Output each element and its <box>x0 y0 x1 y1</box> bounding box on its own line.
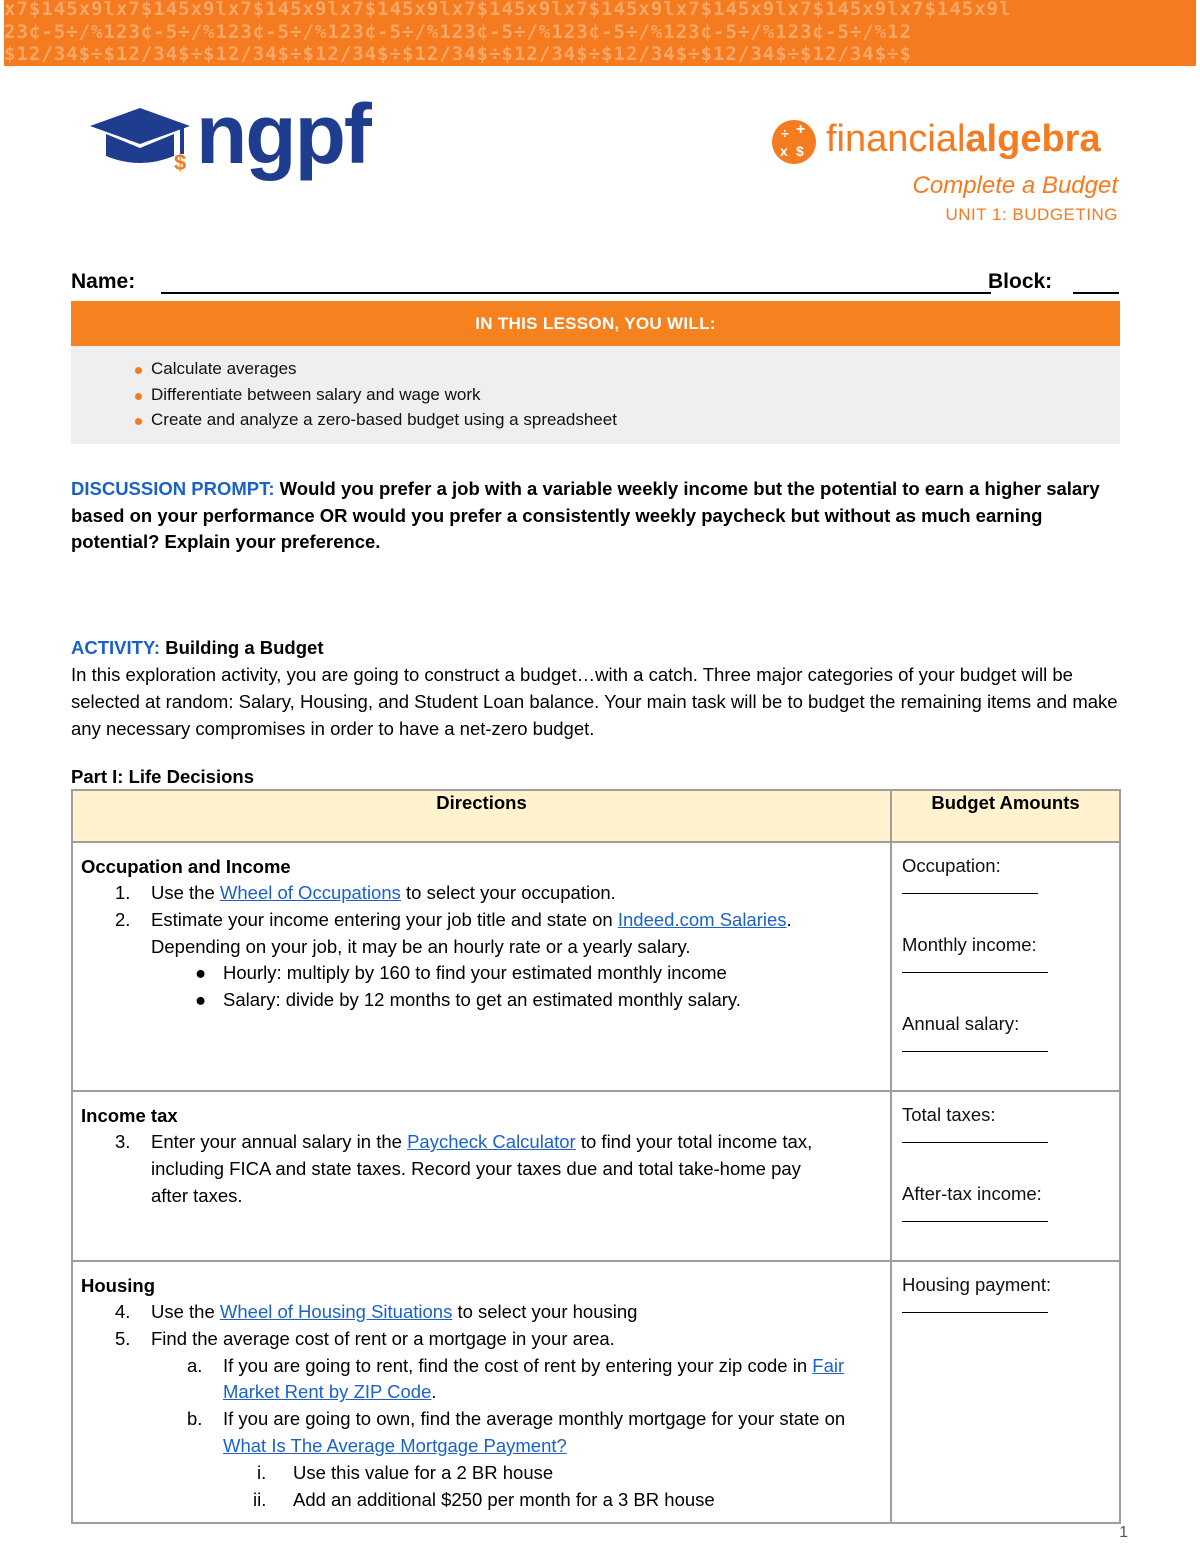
step-text: . Depending on your job, it may be an hourly rate or a yearly salary. <box>151 908 792 957</box>
roman-numeral: i. <box>257 1461 267 1483</box>
discussion-prompt <box>71 476 1131 556</box>
pattern-row: $12/34$÷$12/34$÷$12/34$÷$12/34$÷$12/34$÷$12/34$÷$12/34$÷$12/34$÷$12/34$÷$ <box>4 43 913 65</box>
glyph-dollar: $ <box>796 143 804 159</box>
table-header-row <box>72 790 1120 842</box>
step-text: Find the average cost of rent or a mortgage in your area. <box>151 1327 615 1349</box>
page-number: 1 <box>1119 1524 1128 1541</box>
step-text: to select your occupation. <box>400 882 616 903</box>
amount-label: Occupation: <box>902 855 1001 876</box>
glyph-plus: + <box>796 121 806 138</box>
sub-sub-step <box>81 1487 880 1514</box>
part-title: Part I: Life Decisions <box>71 766 254 787</box>
objective-text: Differentiate between salary and wage work <box>151 384 481 404</box>
housing-payment-field[interactable] <box>902 1298 1048 1313</box>
glyph-times: x <box>780 143 788 159</box>
step-number: 3. <box>115 1131 131 1152</box>
housing-amounts <box>891 1261 1120 1523</box>
logo-suffix: algebra <box>965 118 1101 160</box>
amount-label: Housing payment: <box>902 1274 1052 1295</box>
name-field[interactable] <box>161 292 991 294</box>
indeed-salaries-link[interactable]: Indeed.com Salaries <box>617 908 787 930</box>
sub-step-text: If you are going to rent, find the cost of rent by entering your zip code in <box>223 1354 813 1376</box>
discussion-label: DISCUSSION PROMPT: <box>71 478 275 499</box>
header-pattern-band <box>4 0 1196 66</box>
financial-algebra-logo-text <box>826 120 1101 158</box>
step-number: 4. <box>115 1301 131 1322</box>
discussion-text: Would you prefer a job with a variable weekly income but the potential to earn a higher salary based on your performance OR would you prefer a consistently weekly paycheck but without as much earning potential? Explain your preference. <box>71 478 1100 552</box>
step <box>81 880 880 907</box>
document-subtitle: Complete a Budget <box>912 172 1118 199</box>
sub-step-letter: a. <box>187 1354 203 1376</box>
financial-algebra-icon <box>768 114 820 166</box>
table-row <box>72 1261 1120 1523</box>
occupation-amounts <box>891 842 1120 1091</box>
step <box>81 1299 880 1326</box>
income-tax-amounts <box>891 1091 1120 1261</box>
bullet-icon: ● <box>195 989 207 1011</box>
bullet-icon <box>135 367 142 374</box>
graduation-cap-icon <box>88 100 198 184</box>
directions-header: Directions <box>72 790 891 842</box>
lesson-heading: IN THIS LESSON, YOU WILL: <box>71 301 1120 346</box>
objective-text: Create and analyze a zero-based budget using a spreadsheet <box>151 410 617 429</box>
sub-sub-step-text: Add an additional $250 per month for a 3 BR house <box>293 1488 715 1510</box>
bullet-icon <box>135 418 142 425</box>
bullet-text: Hourly: multiply by 160 to find your estimated monthly income <box>223 962 727 984</box>
activity-section <box>71 634 1141 742</box>
wheel-of-occupations-link[interactable]: Wheel of Occupations <box>219 882 401 903</box>
step-text: Enter your annual salary in the <box>151 1131 408 1152</box>
block-field[interactable] <box>1073 292 1119 294</box>
sub-step <box>81 1353 880 1407</box>
pattern-row: 23¢-5÷/%123¢-5÷/%123¢-5÷/%123¢-5÷/%123¢-5÷/%123¢-5÷/%123¢-5÷/%123¢-5÷/%12 <box>4 21 913 43</box>
sub-sub-step-text: Use this value for a 2 BR house <box>293 1461 554 1483</box>
section-title: Income tax <box>81 1105 178 1126</box>
occupation-directions <box>72 842 891 1091</box>
paycheck-calculator-link[interactable]: Paycheck Calculator <box>407 1131 576 1152</box>
step-text: Use the <box>151 882 220 903</box>
step-text: to find your total income tax, including FICA and state taxes. Record your taxes due and total take-home pay after taxes. <box>151 1131 813 1206</box>
table-row <box>72 842 1120 1091</box>
bullet <box>81 987 880 1014</box>
section-title: Housing <box>81 1275 155 1296</box>
housing-directions <box>72 1261 891 1523</box>
name-label: Name: <box>71 270 136 293</box>
list-item <box>135 407 1120 433</box>
glyph-divide: ÷ <box>781 125 789 141</box>
amount-label: Monthly income: <box>902 934 1037 955</box>
occupation-field[interactable] <box>902 879 1038 894</box>
monthly-income-field[interactable] <box>902 958 1048 973</box>
step-number: 2. <box>115 908 131 930</box>
annual-salary-field[interactable] <box>902 1037 1048 1052</box>
step <box>81 1129 880 1209</box>
wheel-of-housing-link[interactable]: Wheel of Housing Situations <box>219 1301 453 1322</box>
pattern-row: x7$145x9lx7$145x9lx7$145x9lx7$145x9lx7$145x9lx7$145x9lx7$145x9lx7$145x9lx7$145x9l <box>4 0 1012 20</box>
amount-label: Annual salary: <box>902 1013 1020 1034</box>
after-tax-income-field[interactable] <box>902 1207 1048 1222</box>
objective-text: Calculate averages <box>151 359 297 378</box>
list-item <box>135 356 1120 382</box>
lesson-objectives <box>71 346 1120 444</box>
sub-step-text: . <box>431 1381 437 1403</box>
bullet-icon <box>135 393 142 400</box>
sub-sub-step <box>81 1460 880 1487</box>
budget-amounts-header: Budget Amounts <box>891 790 1120 842</box>
amount-label: After-tax income: <box>902 1183 1042 1204</box>
bullet-icon: ● <box>195 962 207 984</box>
bullet-text: Salary: divide by 12 months to get an estimated monthly salary. <box>223 989 741 1011</box>
step-text: Use the <box>151 1301 220 1322</box>
amount-label: Total taxes: <box>902 1104 996 1125</box>
logo-prefix: financial <box>826 118 966 160</box>
life-decisions-table <box>71 789 1121 1524</box>
block-label: Block: <box>988 270 1053 293</box>
step-number: 1. <box>115 882 131 903</box>
ngpf-logo-text: ngpf <box>196 87 370 181</box>
step <box>81 1326 880 1353</box>
sub-step-letter: b. <box>187 1408 203 1430</box>
unit-label: UNIT 1: BUDGETING <box>945 205 1118 224</box>
total-taxes-field[interactable] <box>902 1128 1048 1143</box>
activity-label: ACTIVITY: <box>71 637 161 658</box>
svg-text:$: $ <box>174 150 187 175</box>
step-text: to select your housing <box>452 1301 638 1322</box>
list-item <box>135 382 1120 408</box>
step <box>81 907 880 961</box>
bullet <box>81 960 880 987</box>
fair-market-rent-link[interactable]: Fair Market Rent by ZIP Code <box>223 1354 845 1403</box>
sub-step <box>81 1406 880 1460</box>
activity-title: Building a Budget <box>165 637 324 658</box>
section-title: Occupation and Income <box>81 856 291 877</box>
income-tax-directions <box>72 1091 891 1261</box>
step-text: Estimate your income entering your job title and state on <box>151 908 618 930</box>
roman-numeral: ii. <box>253 1488 267 1510</box>
average-mortgage-link[interactable]: What Is The Average Mortgage Payment? <box>223 1434 567 1456</box>
sub-step-text: If you are going to own, find the average monthly mortgage for your state on <box>223 1408 846 1430</box>
table-row <box>72 1091 1120 1261</box>
activity-text: In this exploration activity, you are going to construct a budget…with a catch. Three major categories of your budget will be selected at random: Salary, Housing, and Student Loan balance. Your main task will be to budget the remaining items and make any necessary compromises in order to have a net-zero budget. <box>71 664 1118 739</box>
step-number: 5. <box>115 1327 131 1349</box>
